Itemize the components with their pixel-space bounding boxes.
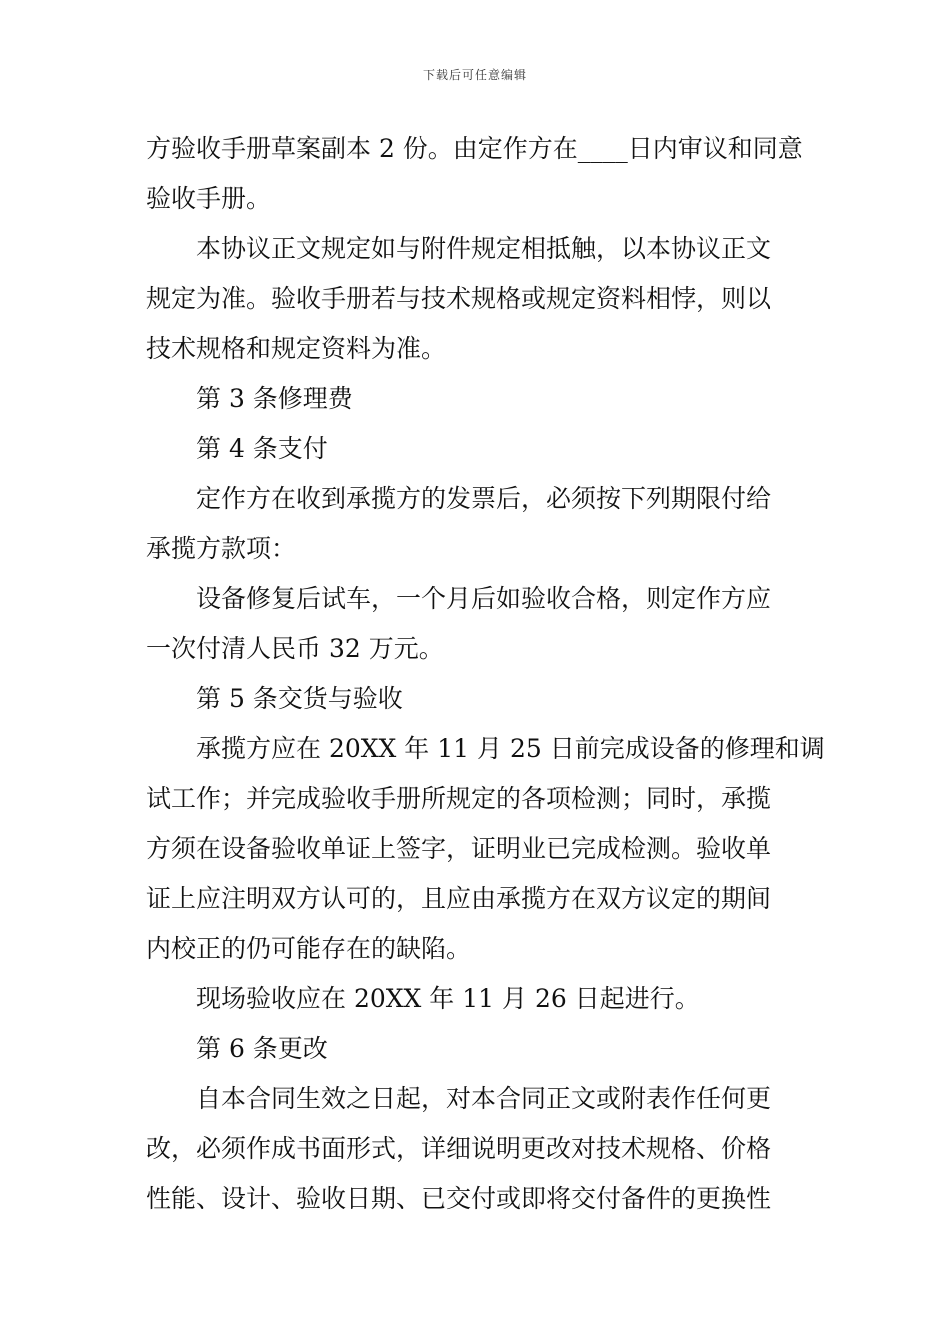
paragraph-line: 一次付清人民币 32 万元。 <box>146 634 444 663</box>
paragraph-line: 现场验收应在 20XX 年 11 月 26 日起进行。 <box>196 984 700 1013</box>
paragraph-line: 规定为准。验收手册若与技术规格或规定资料相悖，则以 <box>146 284 772 313</box>
paragraph-line: 证上应注明双方认可的，且应由承揽方在双方议定的期间 <box>146 884 772 913</box>
paragraph-line: 自本合同生效之日起，对本合同正文或附表作任何更 <box>196 1084 772 1113</box>
paragraph-line: 验收手册。 <box>146 184 272 213</box>
paragraph-line: 承揽方应在 20XX 年 11 月 25 日前完成设备的修理和调 <box>196 734 825 763</box>
section-heading: 第 4 条支付 <box>196 434 328 463</box>
section-heading: 第 6 条更改 <box>196 1034 328 1063</box>
paragraph-line: 改，必须作成书面形式，详细说明更改对技术规格、价格 <box>146 1134 772 1163</box>
document-body <box>146 124 825 1224</box>
paragraph-line: 试工作；并完成验收手册所规定的各项检测；同时，承揽 <box>146 784 772 813</box>
paragraph-line: 方验收手册草案副本 2 份。由定作方在____日内审议和同意 <box>146 134 803 163</box>
paragraph-line: 内校正的仍可能存在的缺陷。 <box>146 934 472 963</box>
paragraph-line: 设备修复后试车，一个月后如验收合格，则定作方应 <box>196 584 772 613</box>
page-header-note: 下载后可任意编辑 <box>422 68 527 82</box>
paragraph-line: 定作方在收到承揽方的发票后，必须按下列期限付给 <box>196 484 772 513</box>
paragraph-line: 方须在设备验收单证上签字，证明业已完成检测。验收单 <box>146 834 772 863</box>
section-heading: 第 3 条修理费 <box>196 384 353 413</box>
paragraph-line: 本协议正文规定如与附件规定相抵触，以本协议正文 <box>196 234 772 263</box>
paragraph-line: 性能、设计、验收日期、已交付或即将交付备件的更换性 <box>146 1184 772 1213</box>
section-heading: 第 5 条交货与验收 <box>196 684 403 713</box>
paragraph-line: 技术规格和规定资料为准。 <box>146 334 447 363</box>
paragraph-line: 承揽方款项： <box>146 534 297 563</box>
